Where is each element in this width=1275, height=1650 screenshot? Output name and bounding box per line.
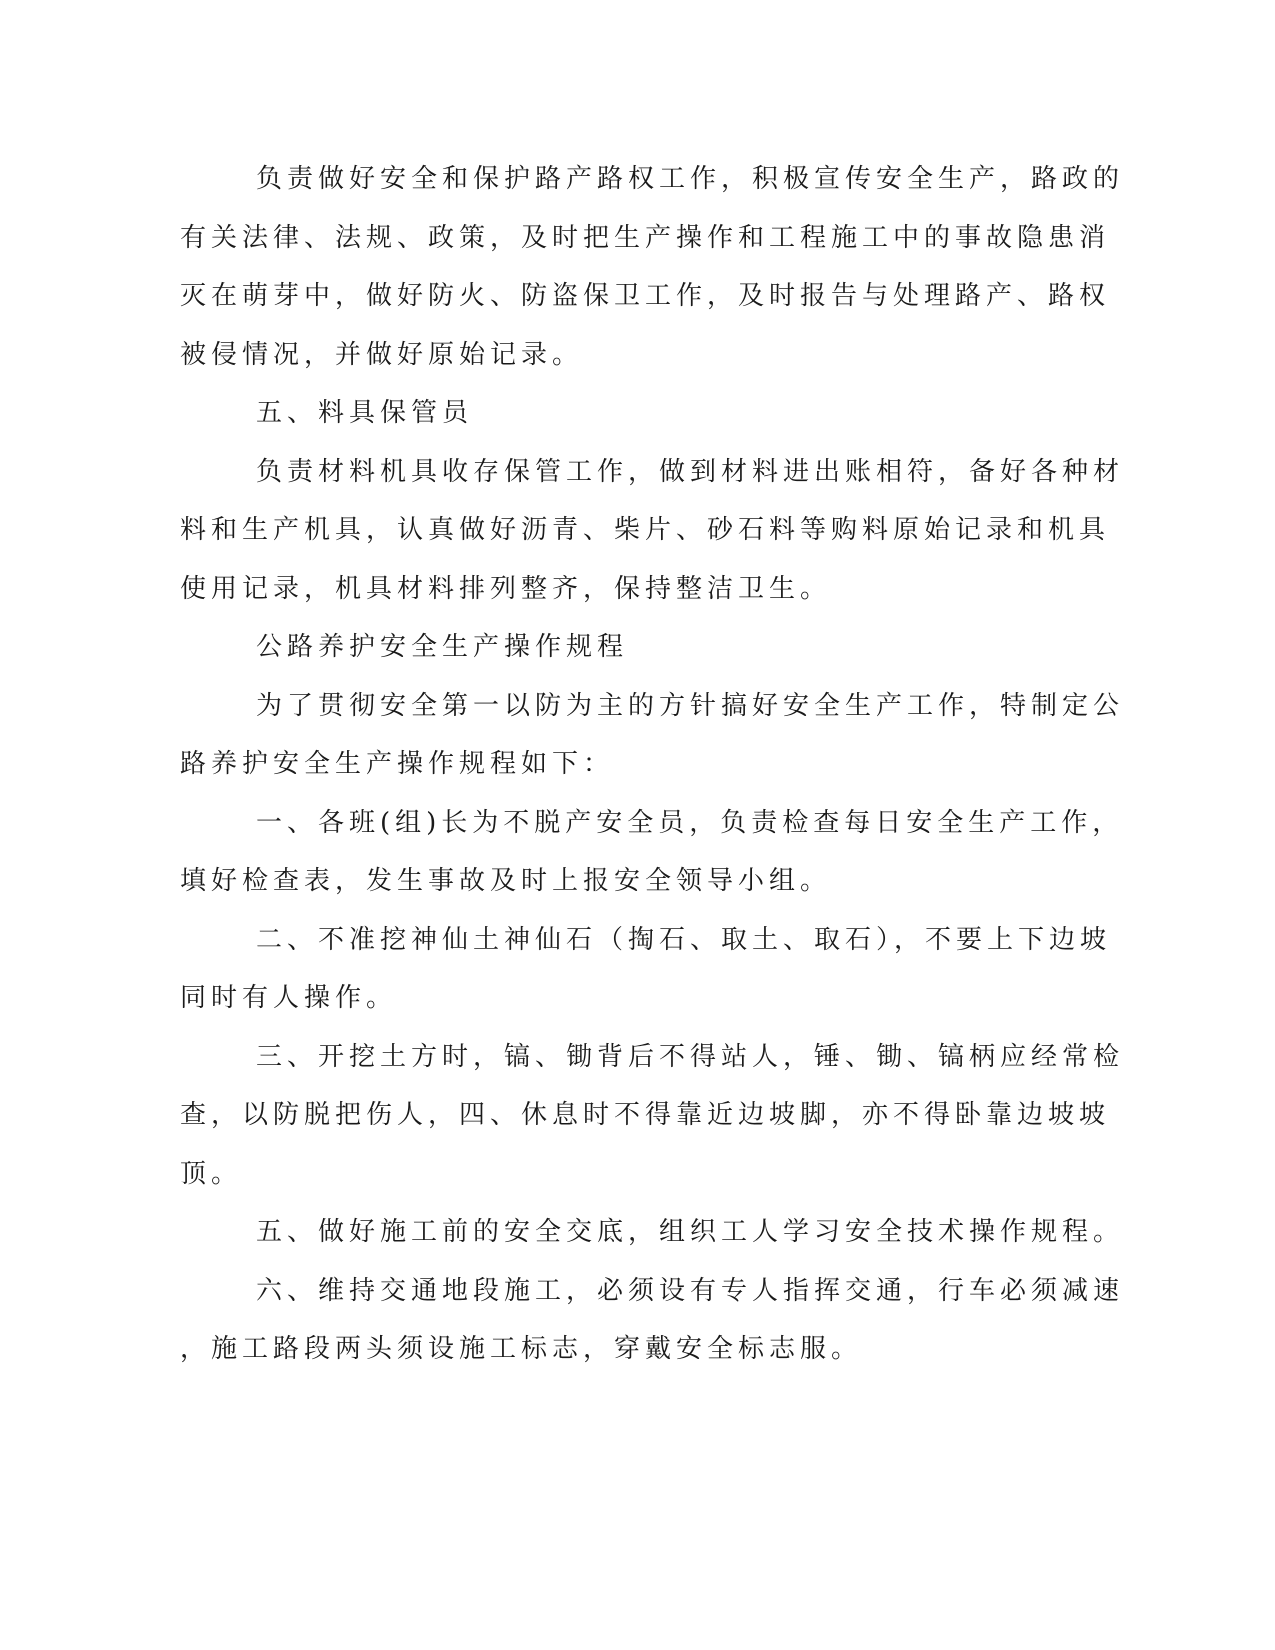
- text-line: 填好检查表，发生事故及时上报安全领导小组。: [180, 866, 832, 896]
- text-line: 五、料具保管员: [256, 398, 474, 428]
- text-line: 三、开挖土方时，镐、锄背后不得站人，锤、锄、镐柄应经常检: [256, 1041, 1125, 1072]
- text-line: 二、不准挖神仙土神仙石（掏石、取土、取石），不要上下边坡: [256, 924, 1112, 955]
- text-line: 一、各班(组)长为不脱产安全员，负责检查每日安全生产工作，: [256, 807, 1124, 838]
- rule-item-6: [180, 1262, 1125, 1379]
- text-line: ，施工路段两头须设施工标志，穿戴安全标志服。: [180, 1334, 863, 1364]
- paragraph-materials-keeper: [180, 443, 1125, 619]
- text-line: 被侵情况，并做好原始记录。: [180, 339, 584, 370]
- text-line: 料和生产机具，认真做好沥青、柴片、砂石料等购料原始记录和机具: [180, 515, 1111, 545]
- text-line: 灭在萌芽中，做好防火、防盗保卫工作，及时报告与处理路产、路权: [180, 281, 1111, 311]
- rule-item-5: [180, 1203, 1125, 1262]
- text-line: 五、做好施工前的安全交底，组织工人学习安全技术操作规程。: [256, 1217, 1125, 1247]
- text-line: 同时有人操作。: [180, 983, 398, 1013]
- text-line: 顶。: [180, 1158, 243, 1189]
- document-page: [180, 150, 1125, 1379]
- text-line: 负责材料机具收存保管工作，做到材料进出账相符，备好各种材: [256, 456, 1125, 487]
- text-line: 六、维持交通地段施工，必须设有专人指挥交通，行车必须减速: [256, 1275, 1125, 1306]
- section-heading-materials-keeper: [180, 384, 1030, 443]
- paragraph-road-protection: [180, 150, 1125, 384]
- text-line: 公路养护安全生产操作规程: [256, 632, 629, 662]
- text-line: 使用记录，机具材料排列整齐，保持整洁卫生。: [180, 573, 832, 604]
- text-line: 查，以防脱把伤人，四、休息时不得靠近边坡脚，亦不得卧靠边坡坡: [180, 1100, 1111, 1130]
- section-heading-safety-rules: [180, 618, 1030, 677]
- rule-item-1: [180, 794, 1124, 911]
- paragraph-safety-intro: [180, 677, 1125, 794]
- text-line: 路养护安全生产操作规程如下：: [180, 749, 615, 779]
- rule-item-3: [180, 1028, 1125, 1204]
- text-line: 为了贯彻安全第一以防为主的方针搞好安全生产工作，特制定公: [256, 690, 1125, 721]
- rule-item-2: [180, 911, 1112, 1028]
- text-line: 负责做好安全和保护路产路权工作，积极宣传安全生产，路政的: [256, 164, 1125, 194]
- text-line: 有关法律、法规、政策，及时把生产操作和工程施工中的事故隐患消: [180, 222, 1111, 253]
